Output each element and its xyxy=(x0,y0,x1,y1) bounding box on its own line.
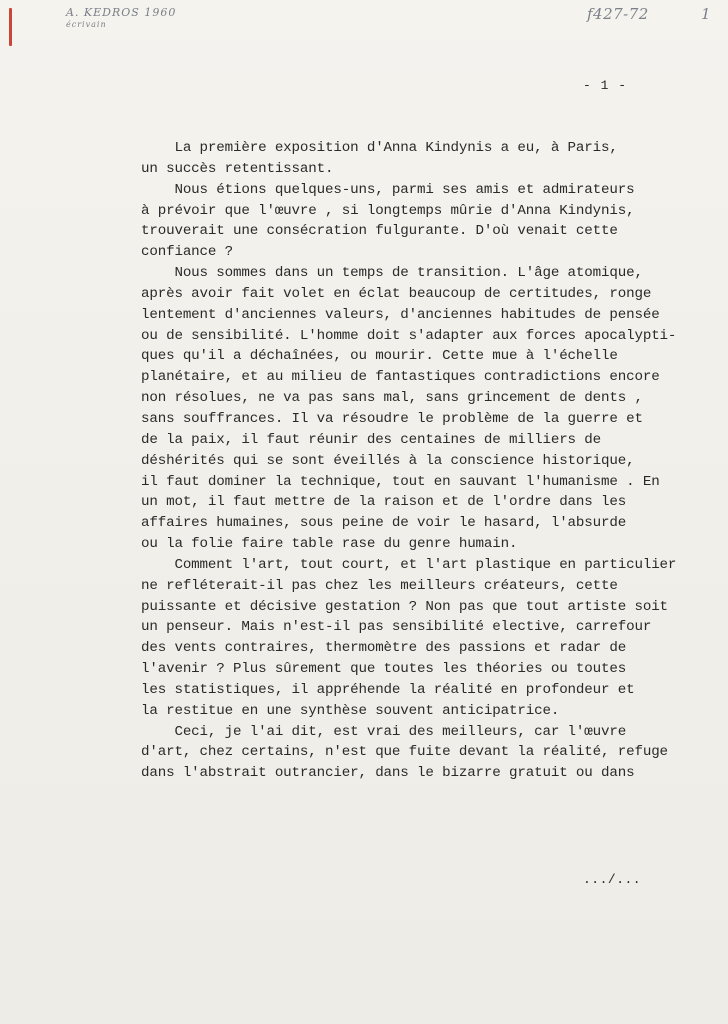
handwritten-sheet-number: 1 xyxy=(701,5,711,23)
red-margin-mark xyxy=(9,8,12,46)
paragraph xyxy=(141,138,726,180)
text-line: d'art, chez certains, n'est que fuite devant la réalité, refuge xyxy=(141,744,668,761)
text-line: un mot, il faut mettre de la raison et de l'ordre dans les xyxy=(141,494,627,511)
text-line: la restitue en une synthèse souvent anticipatrice. xyxy=(141,702,560,719)
page-number: - 1 - xyxy=(583,78,628,93)
handwritten-author-note: A. KEDROS 1960 xyxy=(66,6,177,19)
text-line: confiance ? xyxy=(141,244,234,261)
text-line: de la paix, il faut réunir des centaines de milliers de xyxy=(141,431,602,448)
text-line: il faut dominer la technique, tout en sauvant l'humanisme . En xyxy=(141,473,660,490)
text-line: Nous étions quelques-uns, parmi ses amis et admirateurs xyxy=(141,181,635,198)
continuation-marker: .../... xyxy=(583,872,642,887)
text-line: affaires humaines, sous peine de voir le hasard, l'absurde xyxy=(141,515,627,532)
text-line: des vents contraires, thermomètre des passions et radar de xyxy=(141,640,627,657)
handwritten-author-subnote: écrivain xyxy=(66,20,107,29)
body-text xyxy=(141,138,726,784)
paragraph xyxy=(141,555,726,722)
text-line: sans souffrances. Il va résoudre le problème de la guerre et xyxy=(141,410,643,427)
text-line: à prévoir que l'œuvre , si longtemps mûrie d'Anna Kindynis, xyxy=(141,202,635,219)
handwritten-reference: f427-72 xyxy=(587,5,649,23)
text-line: après avoir fait volet en éclat beaucoup de certitudes, ronge xyxy=(141,285,652,302)
paragraph xyxy=(141,263,726,555)
text-line: Comment l'art, tout court, et l'art plastique en particulier xyxy=(141,556,677,573)
text-line: ques qu'il a déchaînées, ou mourir. Cette mue à l'échelle xyxy=(141,348,618,365)
text-line: puissante et décisive gestation ? Non pas que tout artiste soit xyxy=(141,598,668,615)
text-line: planétaire, et au milieu de fantastiques contradictions encore xyxy=(141,369,660,386)
text-line: ou de sensibilité. L'homme doit s'adapter aux forces apocalypti- xyxy=(141,327,677,344)
text-line: lentement d'anciennes valeurs, d'anciennes habitudes de pensée xyxy=(141,306,660,323)
text-line: non résolues, ne va pas sans mal, sans grincement de dents , xyxy=(141,390,643,407)
paragraph xyxy=(141,722,726,785)
text-line: Nous sommes dans un temps de transition. L'âge atomique, xyxy=(141,265,643,282)
text-line: Ceci, je l'ai dit, est vrai des meilleurs, car l'œuvre xyxy=(141,723,627,740)
text-line: les statistiques, il appréhende la réalité en profondeur et xyxy=(141,681,635,698)
text-line: La première exposition d'Anna Kindynis a eu, à Paris, xyxy=(141,140,618,156)
text-line: un penseur. Mais n'est-il pas sensibilité elective, carrefour xyxy=(141,619,652,636)
text-line: trouverait une consécration fulgurante. D'où venait cette xyxy=(141,223,618,240)
text-line: dans l'abstrait outrancier, dans le bizarre gratuit ou dans xyxy=(141,765,635,782)
text-line: ou la folie faire table rase du genre humain. xyxy=(141,536,518,553)
paragraph xyxy=(141,180,726,263)
text-line: ne refléterait-il pas chez les meilleurs créateurs, cette xyxy=(141,577,618,594)
text-line: déshérités qui se sont éveillés à la conscience historique, xyxy=(141,452,635,469)
text-line: l'avenir ? Plus sûrement que toutes les théories ou toutes xyxy=(141,661,627,678)
text-line: un succès retentissant. xyxy=(141,160,334,177)
